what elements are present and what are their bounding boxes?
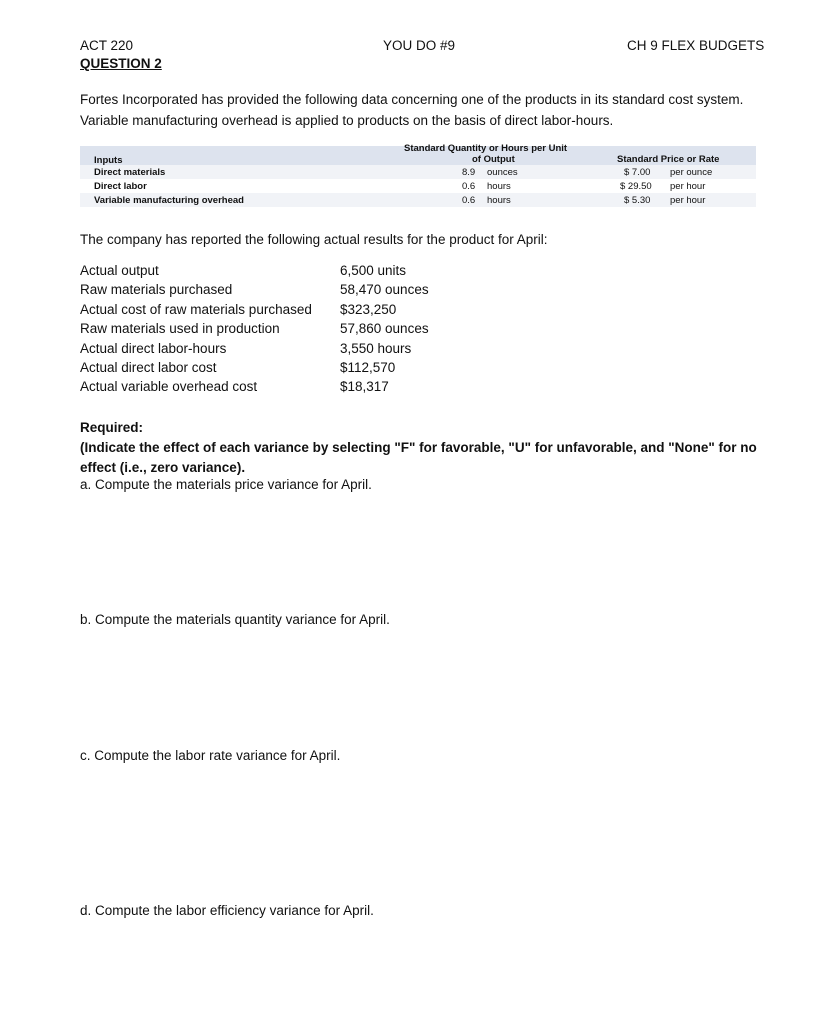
row-qty: 0.6 [462,195,476,206]
question-a: a. Compute the materials price variance for April. [80,477,372,492]
required-instruction: (Indicate the effect of each variance by selecting "F" for favorable, "U" for unfavorable, and "None" for no effect (i.e., zero variance). [80,440,757,475]
column-header-inputs: Inputs [94,155,123,166]
row-price: $ 5.30 [624,195,651,206]
actual-value: $323,250 [340,302,397,317]
actual-value: $112,570 [340,360,396,375]
row-price-unit: per hour [670,181,706,192]
actual-value: 6,500 units [340,263,407,278]
row-qty-unit: ounces [487,167,518,178]
actual-label: Raw materials purchased [80,282,233,297]
actual-results-intro: The company has reported the following actual results for the product for April: [80,232,548,247]
required-section [80,418,760,478]
assignment-title: YOU DO #9 [383,38,456,53]
question-c: c. Compute the labor rate variance for April. [80,748,341,763]
actual-value: 58,470 ounces [340,282,429,297]
table-row [80,179,756,193]
row-price-unit: per hour [670,195,706,206]
actual-value: 3,550 hours [340,341,412,356]
chapter-title: CH 9 FLEX BUDGETS [627,38,765,53]
question-title: QUESTION 2 [80,56,162,71]
row-input-label: Variable manufacturing overhead [94,195,244,206]
actual-value: 57,860 ounces [340,321,429,336]
row-qty-unit: hours [487,181,511,192]
column-header-qty-line1: Standard Quantity or Hours per Unit [404,143,568,154]
row-input-label: Direct materials [94,167,166,178]
row-price: $ 7.00 [624,167,651,178]
actual-label: Raw materials used in production [80,321,280,336]
table-row [80,165,756,179]
intro-paragraph: Fortes Incorporated has provided the following data concerning one of the products in its standard cost system. Variable manufacturing overhead is applied to products on the basis of direct labor-hours. [80,92,744,128]
column-header-price: Standard Price or Rate [617,154,720,165]
actual-label: Actual variable overhead cost [80,379,258,394]
actual-value: $18,317 [340,379,389,394]
question-b: b. Compute the materials quantity variance for April. [80,612,390,627]
actual-label: Actual output [80,263,159,278]
actual-label: Actual direct labor cost [80,360,217,375]
question-d: d. Compute the labor efficiency variance for April. [80,903,374,918]
row-price: $ 29.50 [620,181,652,192]
standards-table [80,143,756,210]
row-qty: 0.6 [462,181,476,192]
row-qty: 8.9 [462,167,476,178]
column-header-qty-line2: of Output [472,154,515,165]
actual-label: Actual direct labor-hours [80,341,227,356]
course-code: ACT 220 [80,38,134,53]
actual-label: Actual cost of raw materials purchased [80,302,312,317]
row-qty-unit: hours [487,195,511,206]
row-input-label: Direct labor [94,181,147,192]
required-heading: Required: [80,420,144,435]
row-price-unit: per ounce [670,167,713,178]
